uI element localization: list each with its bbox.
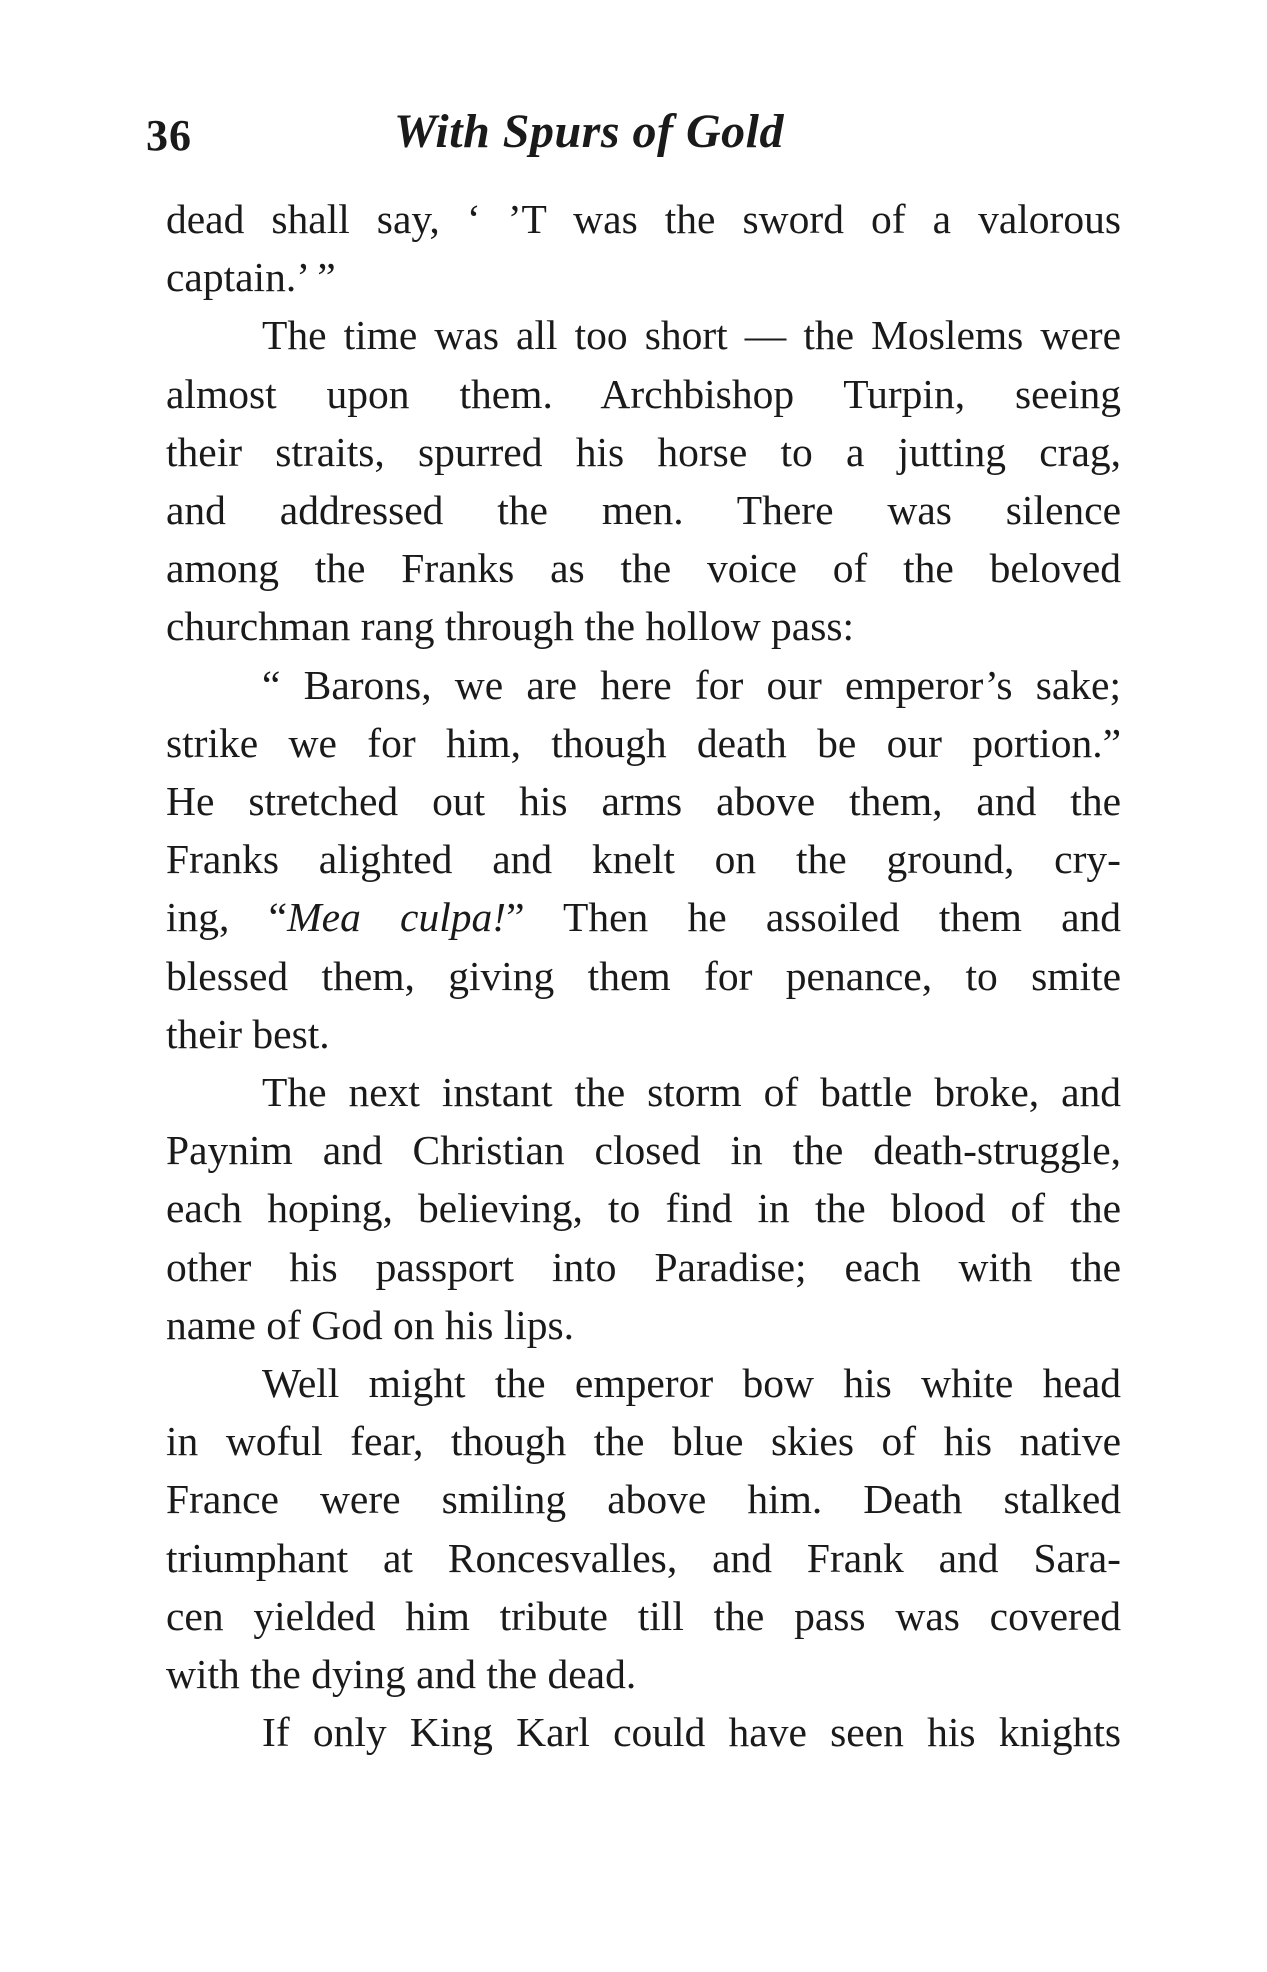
text-line: Franks alighted and knelt on the ground, cry- bbox=[166, 836, 1121, 883]
text-line: captain.’ ” bbox=[166, 254, 336, 301]
page-header bbox=[146, 104, 1046, 174]
text-line: strike we for him, though death be our portion.” bbox=[166, 719, 1121, 766]
text-line: almost upon them. Archbishop Turpin, seeing bbox=[166, 370, 1121, 417]
text-line: and addressed the men. There was silence bbox=[166, 487, 1121, 534]
text-line: He stretched out his arms above them, and the bbox=[166, 778, 1121, 825]
text-line: each hoping, believing, to find in the blood of the bbox=[166, 1185, 1121, 1232]
text-segment: ” Then he assoiled them and bbox=[506, 894, 1122, 941]
text-line: their straits, spurred his horse to a jutting crag, bbox=[166, 428, 1121, 475]
text-line: Well might the emperor bow his white head bbox=[262, 1360, 1121, 1407]
text-line: cen yielded him tribute till the pass was covered bbox=[166, 1592, 1121, 1639]
text-line: churchman rang through the hollow pass: bbox=[166, 603, 855, 650]
text-line: The time was all too short — the Moslems were bbox=[262, 312, 1121, 359]
body-text bbox=[166, 190, 1121, 1761]
text-line: other his passport into Paradise; each with the bbox=[166, 1243, 1121, 1290]
text-line: among the Franks as the voice of the beloved bbox=[166, 545, 1121, 592]
text-line: dead shall say, ‘ ’T was the sword of a valorous bbox=[166, 196, 1121, 242]
running-title: With Spurs of Gold bbox=[394, 105, 784, 158]
text-segment: ing, “ bbox=[166, 894, 288, 941]
italic-phrase: Mea culpa! bbox=[287, 894, 507, 941]
page-number: 36 bbox=[146, 111, 192, 160]
text-line: blessed them, giving them for penance, to smite bbox=[166, 952, 1121, 999]
text-line: The next instant the storm of battle broke, and bbox=[262, 1069, 1121, 1116]
text-line bbox=[166, 888, 1121, 946]
text-line: “ Barons, we are here for our emperor’s sake; bbox=[262, 661, 1121, 708]
text-line: If only King Karl could have seen his knights bbox=[262, 1709, 1121, 1756]
text-line: name of God on his lips. bbox=[166, 1301, 575, 1348]
text-line: Paynim and Christian closed in the death-struggle, bbox=[166, 1127, 1121, 1174]
text-line: triumphant at Roncesvalles, and Frank and Sara- bbox=[166, 1534, 1121, 1581]
text-line: in woful fear, though the blue skies of his native bbox=[166, 1418, 1121, 1465]
text-line: with the dying and the dead. bbox=[166, 1651, 637, 1698]
text-line: their best. bbox=[166, 1010, 330, 1057]
text-line: France were smiling above him. Death stalked bbox=[166, 1476, 1121, 1523]
